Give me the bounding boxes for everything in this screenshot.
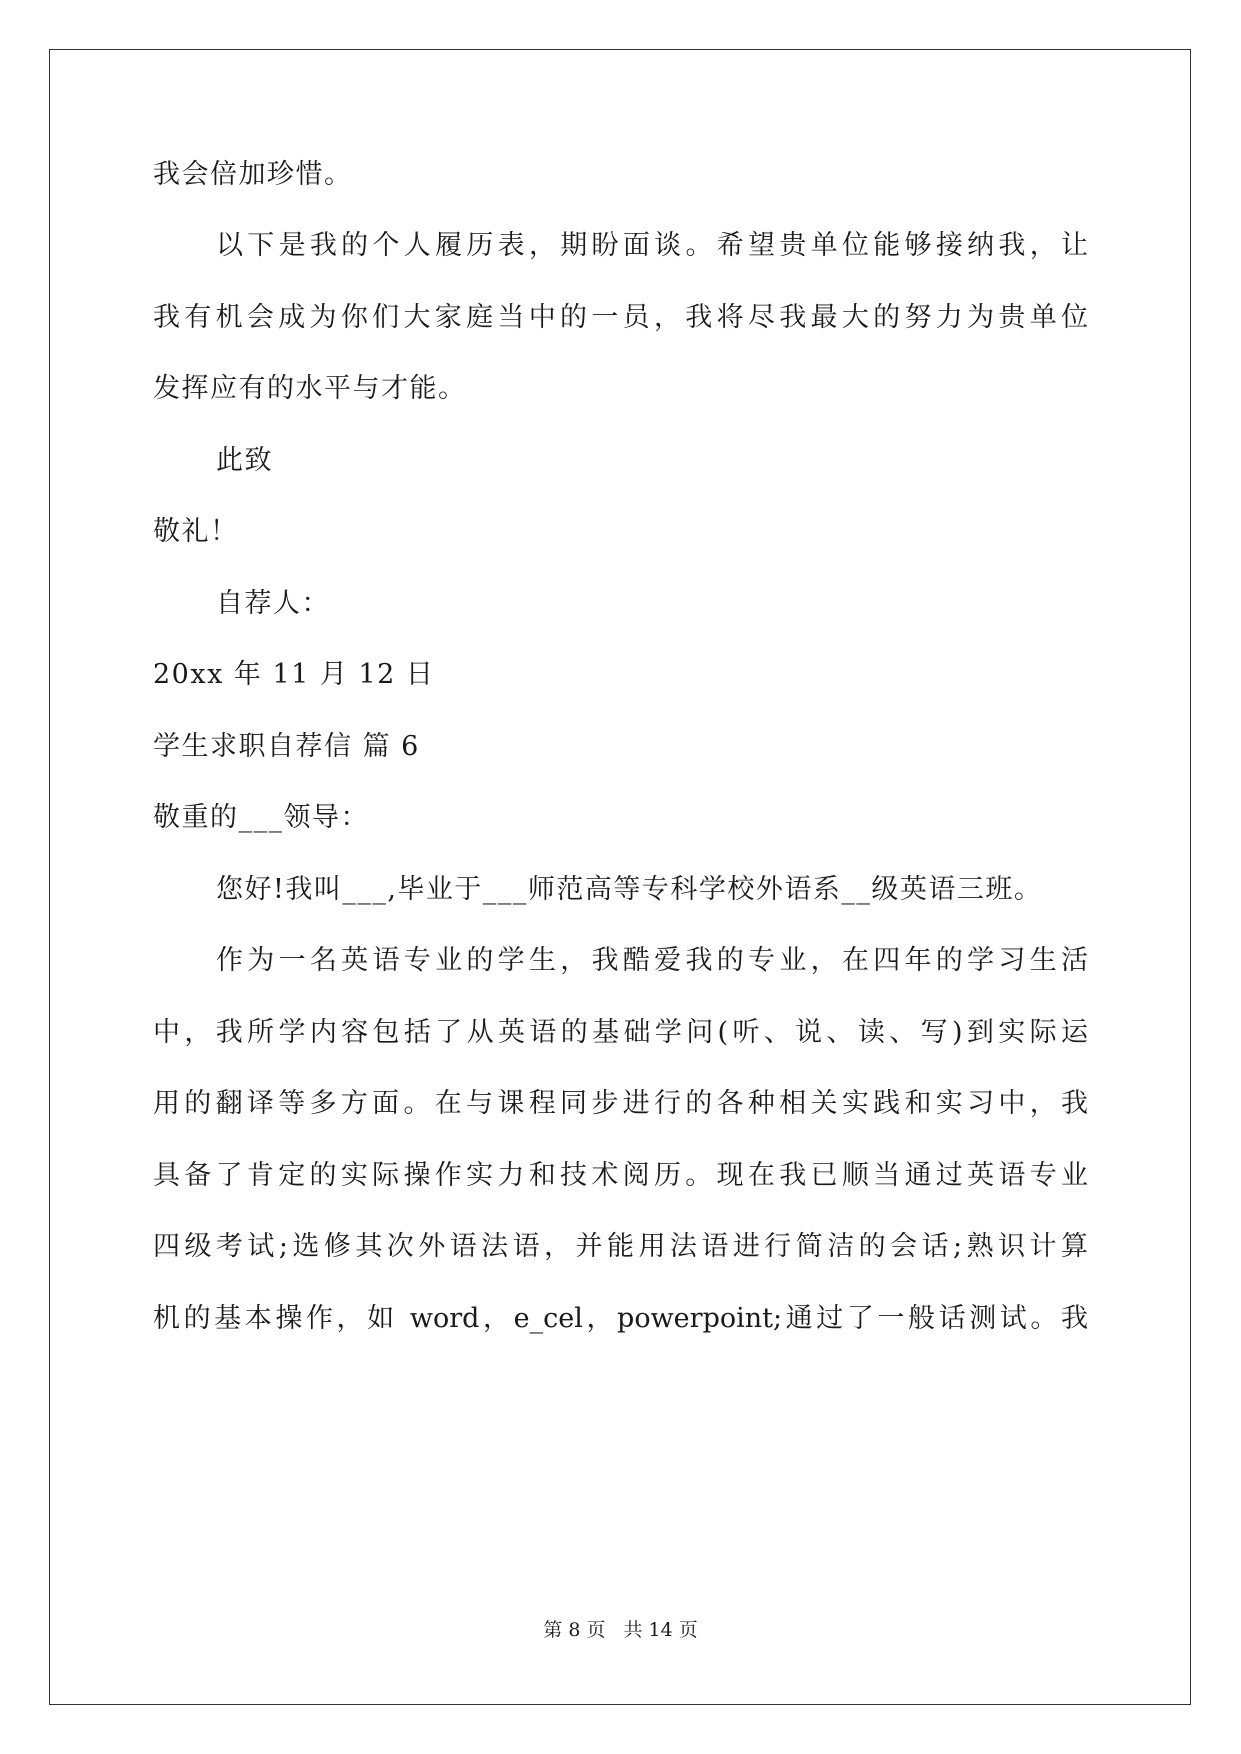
section-heading: 学生求职自荐信 篇 6 xyxy=(153,731,420,762)
text-line: 我会倍加珍惜。 xyxy=(153,159,353,190)
text-line: 我有机会成为你们大家庭当中的一员，我将尽我最大的努力为贵单位 xyxy=(153,302,1088,333)
text-line: 机的基本操作，如 word，e_cel，powerpoint;通过了一般话测试。我 xyxy=(153,1303,1088,1334)
letter-greeting: 敬重的___领导： xyxy=(153,802,369,833)
text-line: 四级考试;选修其次外语法语，并能用法语进行简洁的会话;熟识计算 xyxy=(153,1231,1088,1262)
text-line: 您好!我叫___,毕业于___师范高等专科学校外语系__级英语三班。 xyxy=(216,874,1043,905)
closing-regards: 敬礼！ xyxy=(153,516,239,547)
letter-date: 20xx 年 11 月 12 日 xyxy=(153,659,435,690)
text-line: 作为一名英语专业的学生，我酷爱我的专业，在四年的学习生活 xyxy=(216,945,1088,976)
page-number: 第 8 页 xyxy=(543,1619,606,1641)
signature-label: 自荐人： xyxy=(216,588,330,619)
text-line: 用的翻译等多方面。在与课程同步进行的各种相关实践和实习中，我 xyxy=(153,1088,1088,1119)
closing-salutation: 此致 xyxy=(216,445,273,476)
text-line: 具备了肯定的实际操作实力和技术阅历。现在我已顺当通过英语专业 xyxy=(153,1160,1088,1191)
text-line: 发挥应有的水平与才能。 xyxy=(153,373,467,404)
text-line: 以下是我的个人履历表，期盼面谈。希望贵单位能够接纳我，让 xyxy=(216,230,1088,261)
page-total: 共 14 页 xyxy=(623,1619,698,1641)
text-line: 中，我所学内容包括了从英语的基础学问(听、说、读、写)到实际运 xyxy=(153,1017,1088,1048)
page-footer xyxy=(0,1618,1241,1642)
